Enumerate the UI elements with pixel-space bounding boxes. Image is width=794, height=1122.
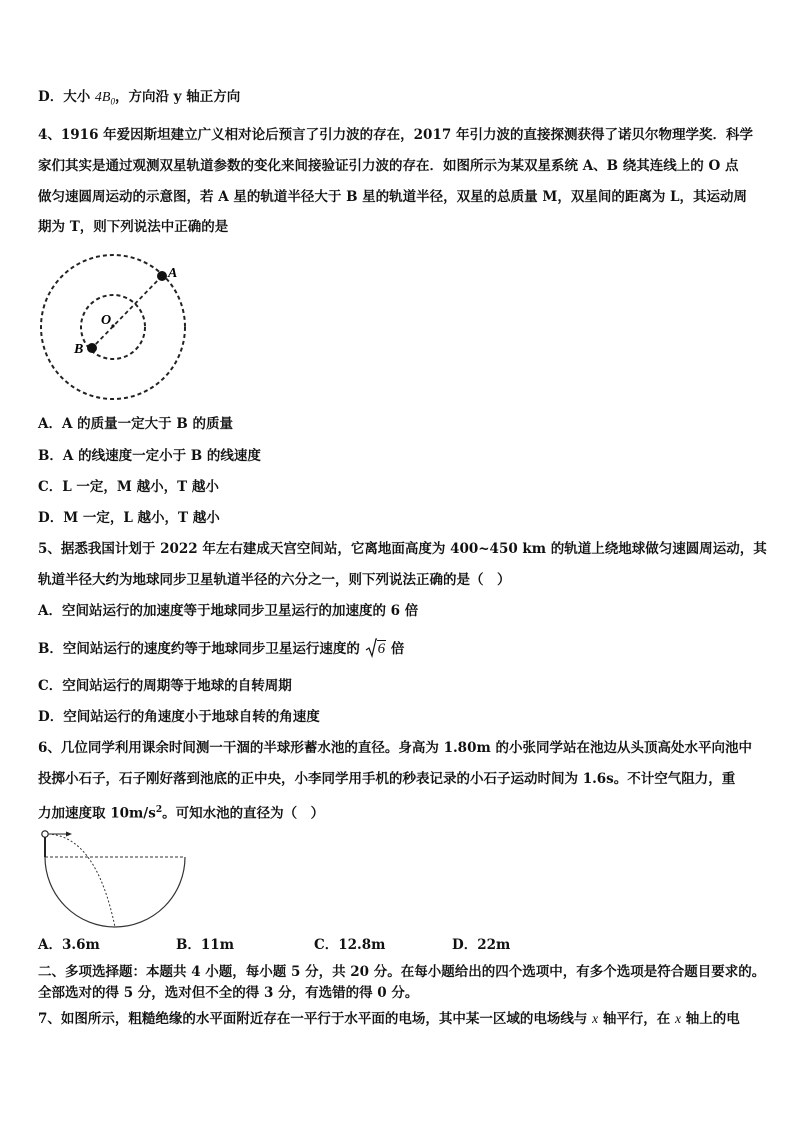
center-o [111, 324, 114, 327]
q5-stem-line: 5、据悉我国计划于 2022 年左右建成天宫空间站，它离地面高度为 400~450 km 的轨道上绕地球做匀速圆周运动，其 [38, 541, 767, 557]
q6-line3-sup: 2 [155, 805, 163, 815]
q7-text-3: 轴上的电 [685, 1011, 740, 1027]
q3-option-d-math: 4B [94, 90, 111, 105]
q7-x-var: x [592, 1011, 599, 1026]
q6-line3-text: 力加速度取 10m/s [38, 805, 156, 822]
sqrt-radicand: 6 [377, 641, 386, 657]
arrow-head [66, 832, 72, 837]
section2-heading-line: 全部选对的得 5 分，选对但不全的得 3 分，有选错的得 0 分。 [38, 985, 419, 1001]
q6-option-b: B．11m [176, 937, 234, 953]
q4-option-c: C．L 一定，M 越小，T 越小 [38, 479, 219, 495]
pool-figure [36, 826, 191, 930]
q7-x-var: x [675, 1011, 682, 1026]
q5-option-b-suffix: 倍 [390, 641, 405, 657]
q6-line3-rest: 。可知水池的直径为（ ） [162, 805, 325, 822]
q5-stem-line: 轨道半径大约为地球同步卫星轨道半径的六分之一，则下列说法正确的是（ ） [38, 572, 511, 588]
q7-text-2: 轴平行，在 [602, 1011, 671, 1027]
q6-stem-line [38, 800, 764, 824]
q4-stem-line: 4、1916 年爱因斯坦建立广义相对论后预言了引力波的存在，2017 年引力波的直接探测获得了诺贝尔物理学奖．科学 [38, 127, 753, 143]
q7-stem-line [38, 1009, 764, 1029]
q3-option-d-rest: ，方向沿 y 轴正方向 [114, 89, 241, 105]
q4-stem-line: 期为 T，则下列说法中正确的是 [38, 219, 229, 235]
q6-option-a: A．3.6m [38, 937, 100, 953]
label-o: O [101, 313, 112, 328]
q3-option-d-label: D．大小 [38, 89, 91, 105]
sqrt-sign [365, 638, 377, 658]
q4-option-d: D．M 一定，L 越小，T 越小 [38, 510, 220, 526]
q6-stem-line: 6、几位同学利用课余时间测一干涸的半球形蓄水池的直径。身高为 1.80m 的小张同学站在池边从头顶高处水平向池中 [38, 740, 752, 756]
q4-stem-line: 做匀速圆周运动的示意图，若 A 星的轨道半径大于 B 星的轨道半径，双星的总质量 M，双星间的距离为 L，其运动周 [38, 189, 748, 205]
section2-heading-line: 二、多项选择题：本题共 4 小题，每小题 5 分，共 20 分。在每小题给出的四个选项中，有多个选项是符合题目要求的。 [38, 964, 766, 980]
label-a: A [168, 266, 178, 281]
q5-option-d: D．空间站运行的角速度小于地球自转的角速度 [38, 709, 320, 725]
sqrt-six [365, 638, 387, 659]
connecting-line [92, 276, 162, 348]
label-b: B [74, 342, 84, 357]
pool-hemisphere [45, 857, 185, 927]
q5-option-c: C．空间站运行的周期等于地球的自转周期 [38, 678, 292, 694]
person-head [42, 831, 48, 837]
q5-option-b-text: B．空间站运行的速度约等于地球同步卫星运行速度的 [38, 641, 360, 657]
q5-option-a: A．空间站运行的加速度等于地球同步卫星运行的加速度的 6 倍 [38, 603, 419, 619]
trajectory [48, 834, 115, 927]
q4-stem-line: 家们其实是通过观测双星轨道参数的变化来间接验证引力波的存在．如图所示为某双星系统 A、B 绕其连线上的 O 点 [38, 158, 739, 174]
q7-text-1: 7、如图所示，粗糙绝缘的水平面附近存在一平行于水平面的电场，其中某一区域的电场线与 [38, 1011, 588, 1027]
q6-option-d: D．22m [452, 937, 511, 953]
q6-option-c: C．12.8m [314, 937, 386, 953]
q5-option-b [38, 638, 764, 659]
q6-stem-line: 投掷小石子，石子刚好落到池底的正中央，小李同学用手机的秒表记录的小石子运动时间为 1.6s。不计空气阻力，重 [38, 771, 736, 787]
q3-option-d [38, 87, 764, 112]
binary-star-figure [35, 250, 195, 405]
star-a [157, 271, 167, 281]
star-b [87, 343, 97, 353]
q3-option-d-sub: 0 [110, 96, 115, 107]
q4-option-b: B．A 的线速度一定小于 B 的线速度 [38, 448, 261, 464]
q4-option-a: A．A 的质量一定大于 B 的质量 [38, 416, 233, 432]
